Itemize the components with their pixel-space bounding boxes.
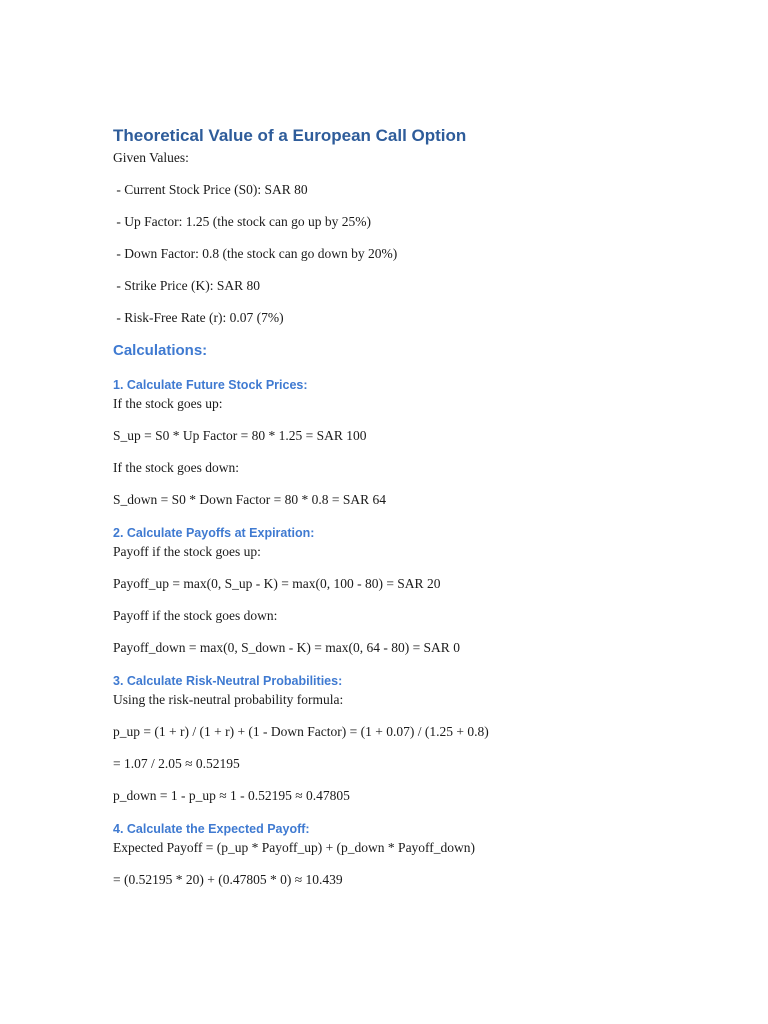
given-item: - Down Factor: 0.8 (the stock can go down by 20%)	[113, 246, 398, 261]
step-line: p_down = 1 - p_up ≈ 1 - 0.52195 ≈ 0.47805	[113, 788, 350, 803]
step-line: If the stock goes up:	[113, 396, 223, 411]
given-item: - Current Stock Price (S0): SAR 80	[113, 182, 308, 197]
step-heading: 4. Calculate the Expected Payoff:	[113, 822, 310, 836]
calculations-heading: Calculations:	[113, 342, 208, 359]
given-item: - Risk-Free Rate (r): 0.07 (7%)	[113, 310, 284, 325]
given-item: - Strike Price (K): SAR 80	[113, 278, 260, 293]
given-values-label: Given Values:	[113, 150, 189, 165]
given-item: - Up Factor: 1.25 (the stock can go up by 25%)	[113, 214, 371, 229]
step-line: = 1.07 / 2.05 ≈ 0.52195	[113, 756, 240, 771]
step-line: Using the risk-neutral probability formula:	[113, 692, 344, 707]
step-line: S_down = S0 * Down Factor = 80 * 0.8 = SAR 64	[113, 492, 386, 507]
step-heading: 1. Calculate Future Stock Prices:	[113, 378, 308, 392]
step-heading: 3. Calculate Risk-Neutral Probabilities:	[113, 674, 343, 688]
step-line: Payoff if the stock goes down:	[113, 608, 278, 623]
step-line: Expected Payoff = (p_up * Payoff_up) + (p_down * Payoff_down)	[113, 840, 476, 855]
step-line: If the stock goes down:	[113, 460, 239, 475]
document-title: Theoretical Value of a European Call Option	[113, 126, 467, 145]
document-page	[113, 124, 733, 890]
step-line: p_up = (1 + r) / (1 + r) + (1 - Down Factor) = (1 + 0.07) / (1.25 + 0.8)	[113, 724, 489, 739]
step-heading: 2. Calculate Payoffs at Expiration:	[113, 526, 315, 540]
step-line: Payoff if the stock goes up:	[113, 544, 261, 559]
step-line: S_up = S0 * Up Factor = 80 * 1.25 = SAR 100	[113, 428, 367, 443]
step-line: = (0.52195 * 20) + (0.47805 * 0) ≈ 10.439	[113, 872, 343, 887]
step-line: Payoff_up = max(0, S_up - K) = max(0, 100 - 80) = SAR 20	[113, 576, 441, 591]
step-line: Payoff_down = max(0, S_down - K) = max(0, 64 - 80) = SAR 0	[113, 640, 460, 655]
